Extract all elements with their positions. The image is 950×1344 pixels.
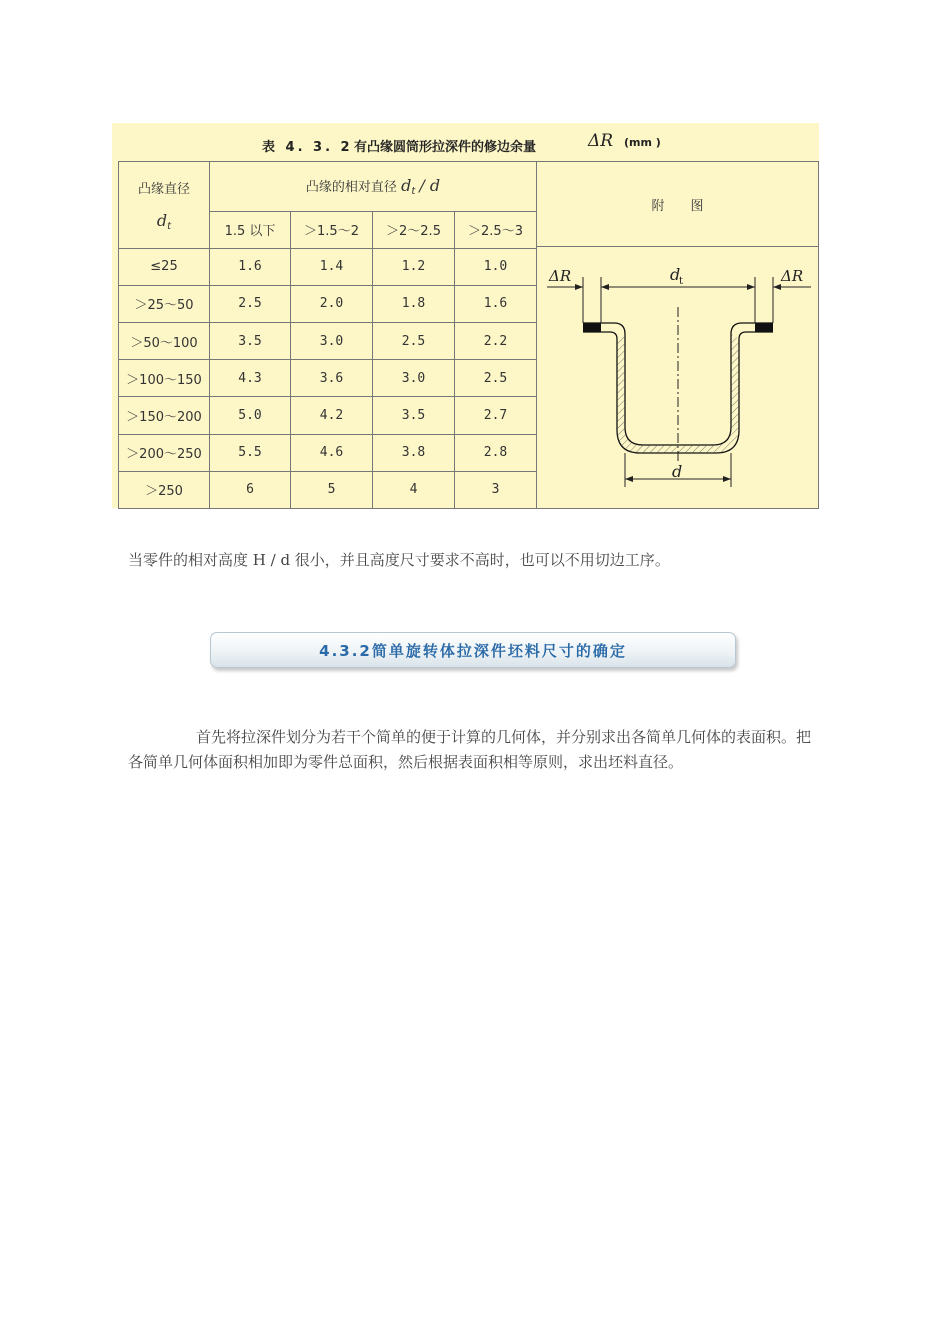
header-group-subscript: t xyxy=(411,185,416,197)
figure-cell xyxy=(537,162,819,509)
table-header-row xyxy=(119,162,819,212)
table-cell: 6 xyxy=(210,471,291,508)
header-relative-diameter xyxy=(210,162,537,212)
row-range: ＞250 xyxy=(119,471,210,508)
row-range: ＞200～250 xyxy=(119,434,210,471)
figure-header-label: 附 图 xyxy=(651,198,704,214)
delta-r-left-label: ΔR xyxy=(549,267,572,285)
header-dt-subscript: t xyxy=(167,220,172,232)
row-range: ≤25 xyxy=(119,248,210,285)
table-unit: (mm ) xyxy=(624,136,661,149)
row-range: ＞100～150 xyxy=(119,360,210,397)
table-cell: 3.6 xyxy=(291,360,373,397)
header-group-slash-d: / d xyxy=(419,175,441,195)
table-cell: 1.8 xyxy=(373,285,455,322)
table-symbol: ΔR xyxy=(588,131,614,151)
table-cell: 4 xyxy=(373,471,455,508)
table-number: 表 4. 3. 2 xyxy=(262,140,353,155)
right-trim-allowance-mark xyxy=(755,323,773,332)
table-cell: 2.5 xyxy=(210,285,291,322)
table-cell: 4.6 xyxy=(291,434,373,471)
trim-allowance-table xyxy=(118,161,819,509)
table-cell: 2.5 xyxy=(373,323,455,360)
table-caption xyxy=(112,123,819,161)
table-cell: 3 xyxy=(455,471,537,508)
flanged-cup-drawing xyxy=(537,247,819,508)
section-heading-banner xyxy=(210,632,736,668)
header-flange-diameter-label: 凸缘直径 xyxy=(137,181,190,197)
dt-dimension-label: d xyxy=(670,265,681,284)
table-cell: 1.4 xyxy=(291,248,373,285)
table-title: 有凸缘圆筒形拉深件的修边余量 xyxy=(354,140,537,155)
paragraph-trimming-note: 当零件的相对高度 H / d 很小，并且高度尺寸要求不高时，也可以不用切边工序。 xyxy=(128,551,670,569)
table-cell: 3.5 xyxy=(210,323,291,360)
row-range: ＞25～50 xyxy=(119,285,210,322)
header-flange-diameter xyxy=(119,162,210,249)
dt-dimension-subscript: t xyxy=(679,276,684,287)
header-group-d-symbol: d xyxy=(401,175,412,195)
d-dimension-label: d xyxy=(672,462,683,481)
figure-header xyxy=(537,162,818,247)
table-cell: 4.3 xyxy=(210,360,291,397)
table-cell: 3.0 xyxy=(373,360,455,397)
subheader-col-1: 1.5 以下 xyxy=(210,211,291,248)
subheader-col-3: ＞2～2.5 xyxy=(373,211,455,248)
table-cell: 5.0 xyxy=(210,397,291,434)
table-cell: 5 xyxy=(291,471,373,508)
row-range: ＞50～100 xyxy=(119,323,210,360)
table-cell: 1.0 xyxy=(455,248,537,285)
table-cell: 3.5 xyxy=(373,397,455,434)
table-cell: 1.2 xyxy=(373,248,455,285)
table-cell: 3.8 xyxy=(373,434,455,471)
table-cell: 2.5 xyxy=(455,360,537,397)
subheader-col-2: ＞1.5～2 xyxy=(291,211,373,248)
table-cell: 3.0 xyxy=(291,323,373,360)
table-cell: 4.2 xyxy=(291,397,373,434)
table-cell: 2.7 xyxy=(455,397,537,434)
row-range: ＞150～200 xyxy=(119,397,210,434)
trim-allowance-table-panel xyxy=(112,123,819,508)
section-heading-text: 4.3.2简单旋转体拉深件坯料尺寸的确定 xyxy=(319,642,627,660)
table-cell: 2.8 xyxy=(455,434,537,471)
left-trim-allowance-mark xyxy=(583,323,601,332)
delta-r-right-label: ΔR xyxy=(781,267,804,285)
table-cell: 1.6 xyxy=(210,248,291,285)
header-relative-diameter-label: 凸缘的相对直径 xyxy=(305,179,397,195)
table-cell: 5.5 xyxy=(210,434,291,471)
paragraph-blank-size-method: 首先将拉深件划分为若干个简单的便于计算的几何体，并分别求出各简单几何体的表面积。把各简单几何体面积相加即为零件总面积，然后根据表面积相等原则，求出坯料直径。 xyxy=(128,728,812,771)
table-cell: 2.2 xyxy=(455,323,537,360)
subheader-col-4: ＞2.5～3 xyxy=(455,211,537,248)
table-cell: 1.6 xyxy=(455,285,537,322)
table-cell: 2.0 xyxy=(291,285,373,322)
header-dt-symbol: d xyxy=(156,210,168,230)
